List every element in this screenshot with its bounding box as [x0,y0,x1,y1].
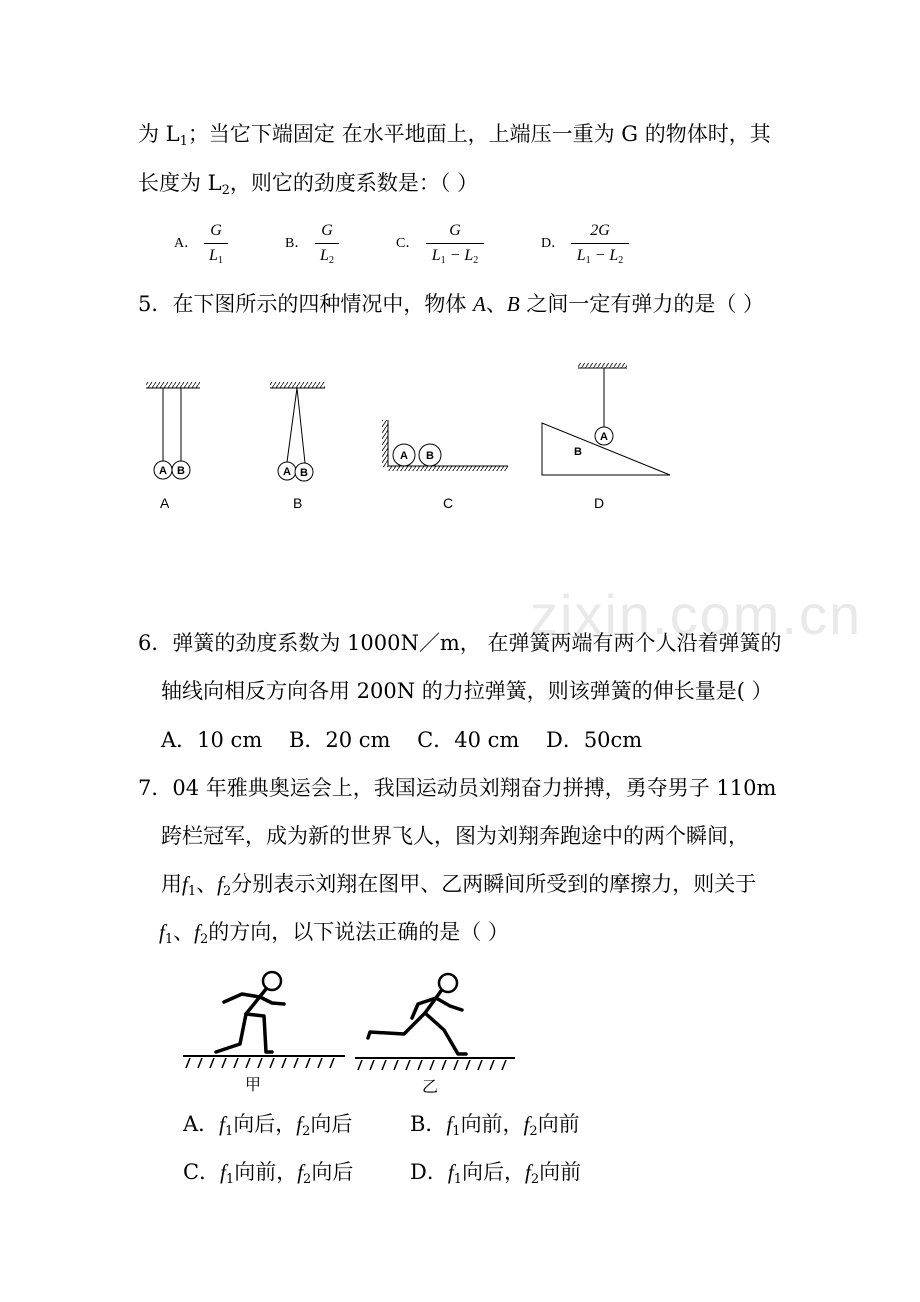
figure-a-caption: A [160,495,170,511]
q7-line-2: 跨栏冠军，成为新的世界飞人，图为刘翔奔跑途中的两个瞬间， [161,824,749,848]
option-label: A． [174,236,199,251]
figure-c-caption: C [443,495,454,511]
figure-d [542,363,670,475]
option-label: D． [541,236,566,251]
ground-left [183,1056,345,1068]
q6-line-1: 6．弹簧的劲度系数为 1000N／m， 在弹簧两端有两个人沿着弹簧的 [138,631,782,655]
ball-b-label: B [426,450,434,462]
ball-b-label: B [177,465,185,477]
wedge-b-label: B [574,446,582,458]
ball-a-label: A [283,466,291,478]
caption-jia: 甲 [245,1075,262,1094]
fraction: G $L_2$ [315,222,339,266]
runner-right [368,974,466,1054]
q7-line-1: 7．04 年雅典奥运会上，我国运动员刘翔奋力拼搏，勇夺男子 110m [138,776,777,800]
q7-option-a[interactable]: A．$f_1$向后，$f_2$向后 [183,1112,353,1139]
runner-left [216,972,284,1052]
q7-option-d[interactable]: D．$f_1$向后，$f_2$向前 [410,1160,582,1187]
q7-line-4: $f_1$、$f_2$的方向，以下说法正确的是（ ） [159,920,509,947]
ball-a-label: A [400,450,408,462]
q6-line-2: 轴线向相反方向各用 200N 的力拉弹簧，则该弹簧的伸长量是( ） [161,679,773,703]
q5-figures [130,355,710,525]
figure-a [146,382,200,479]
watermark: zixin.com.cn [530,583,863,646]
ball-b-label: B [300,467,308,479]
option-label: B． [285,236,309,251]
q7-figures [180,968,520,1078]
q7-option-b[interactable]: B．$f_1$向前，$f_2$向前 [410,1112,580,1139]
ground-right [355,1058,515,1070]
q6-options[interactable]: A．10 cm B．20 cm C．40 cm D．50cm [161,728,643,752]
figure-b-caption: B [293,495,303,511]
q5-stem: 5．在下图所示的四种情况中，物体 A、B 之间一定有弹力的是（ ） [138,292,765,316]
fraction: 2G $L_1 - L_2$ [571,222,629,266]
caption-yi: 乙 [422,1077,439,1096]
q7-option-c[interactable]: C．$f_1$向前，$f_2$向后 [183,1160,354,1187]
fraction: G $L_1$ [204,222,228,266]
q4-line-2: 长度为 $L_2$，则它的劲度系数是：（ ） [138,171,479,198]
figure-c [382,420,508,471]
q4-line-1: 为 $L_1$；当它下端固定 在水平地面上，上端压一重为 G 的物体时，其 [138,122,771,149]
figure-b [270,382,325,481]
q7-line-3: 用$f_1$、$f_2$分别表示刘翔在图甲、乙两瞬间所受到的摩擦力，则关于 [161,872,757,899]
ball-a-label: A [600,431,608,443]
figure-d-caption: D [594,495,605,511]
ball-a-label: A [159,465,167,477]
fraction: G $L_1 - L_2$ [426,222,484,266]
option-label: C． [396,236,420,251]
